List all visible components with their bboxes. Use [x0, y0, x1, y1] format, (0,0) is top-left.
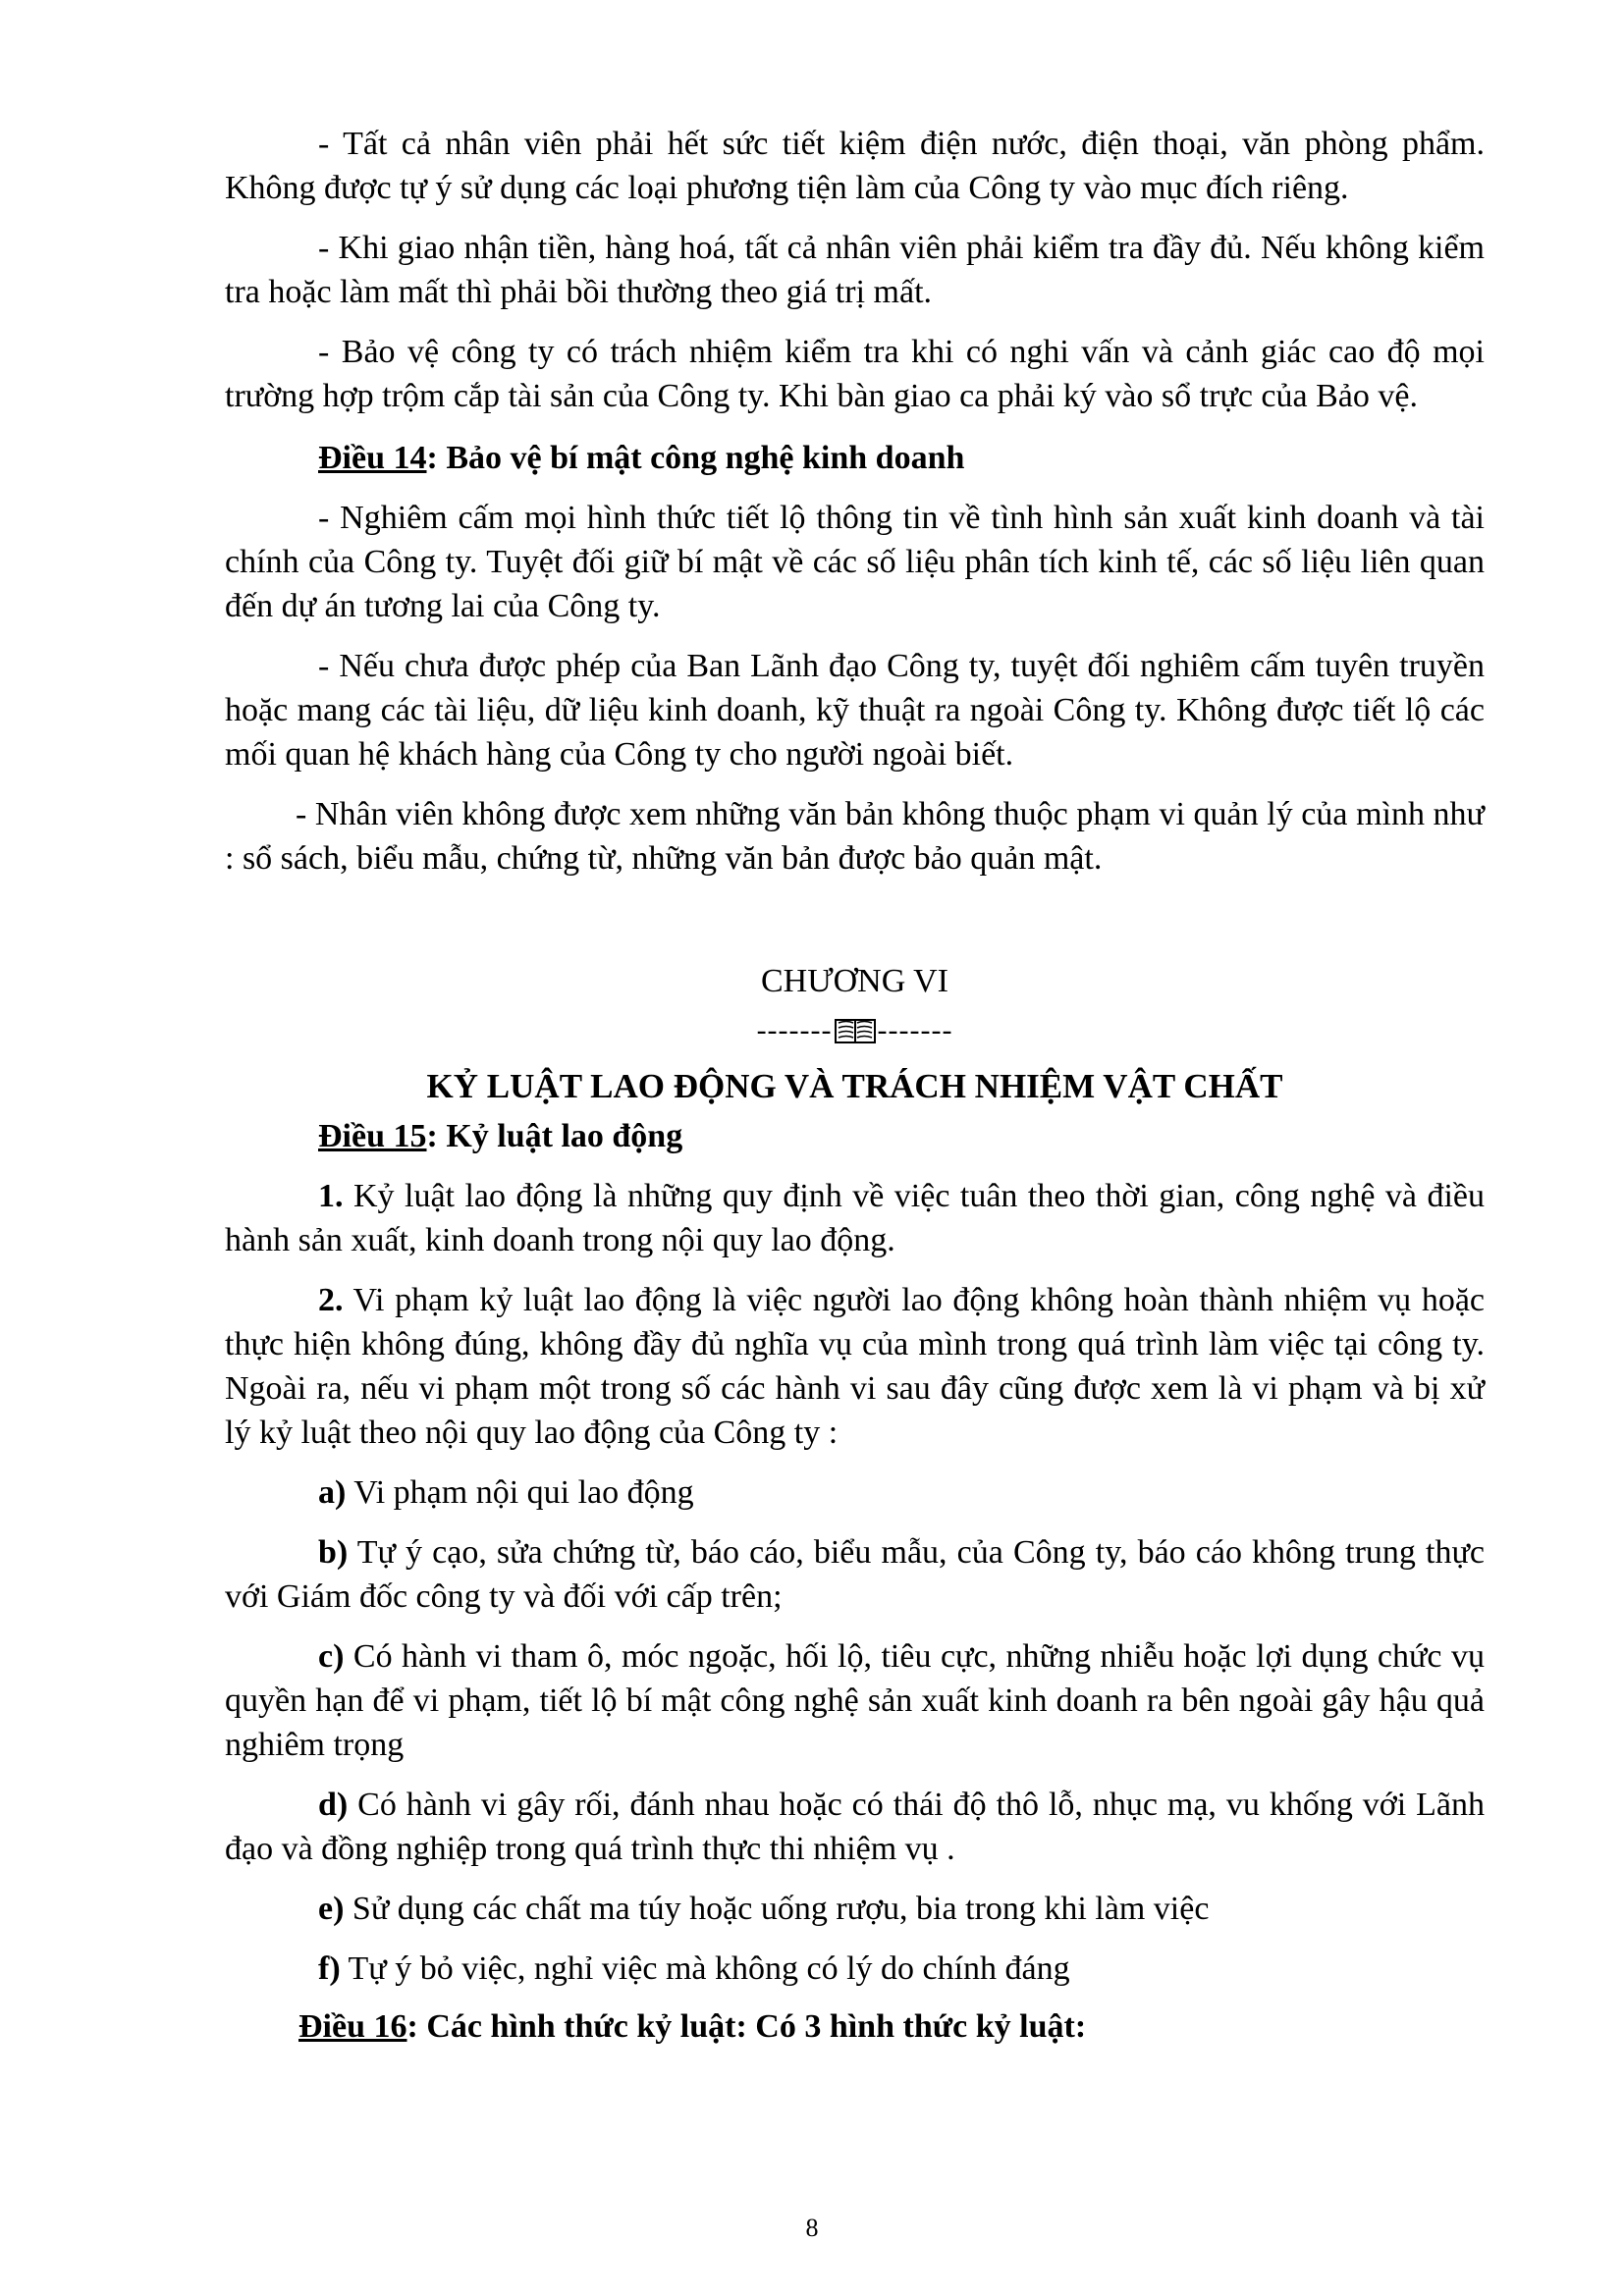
point-text: Vi phạm kỷ luật lao động là việc người lao động không hoàn thành nhiệm vụ hoặc thực hiện không đúng, không đầy đủ nghĩa vụ của mình trong quá trình làm việc tại công ty. Ngoài ra, nếu vi phạm một trong số các hành vi sau đây cũng được xem là vi phạm và bị xử lý kỷ luật theo nội quy lao động của Công ty :: [225, 1282, 1485, 1451]
item-letter: c): [318, 1638, 345, 1675]
chapter-divider: [225, 1011, 1485, 1050]
item-letter: a): [318, 1474, 347, 1511]
numbered-point: [225, 1278, 1485, 1455]
document-page: [225, 122, 1485, 2049]
list-item: [225, 1947, 1485, 1991]
paragraph: - Nghiêm cấm mọi hình thức tiết lộ thông tin về tình hình sản xuất kinh doanh và tài chính của Công ty. Tuyệt đối giữ bí mật về các số liệu phân tích kinh tế, các số liệu liên quan đến dự án tương lai của Công ty.: [225, 500, 1485, 624]
paragraph: - Tất cả nhân viên phải hết sức tiết kiệm điện nước, điện thoại, văn phòng phẩm. Không được tự ý sử dụng các loại phương tiện làm của Công ty vào mục đích riêng.: [225, 126, 1485, 206]
book-icon: [835, 1017, 876, 1044]
paragraph: - Nếu chưa được phép của Ban Lãnh đạo Công ty, tuyệt đối nghiêm cấm tuyên truyền hoặc mang các tài liệu, dữ liệu kinh doanh, kỹ thuật ra ngoài Công ty. Không được tiết lộ các mối quan hệ khách hàng của Công ty cho người ngoài biết.: [225, 648, 1485, 773]
article-14-label: Điều 14: [318, 440, 427, 476]
item-text: Vi phạm nội qui lao động: [346, 1474, 694, 1511]
divider-left: -------: [756, 1014, 833, 1046]
article-14-title: [225, 436, 1485, 480]
item-letter: f): [318, 1950, 341, 1987]
list-item: [225, 1887, 1485, 1931]
article-15-heading: : Kỷ luật lao động: [426, 1118, 683, 1154]
item-text: Có hành vi gây rối, đánh nhau hoặc có thái độ thô lỗ, nhục mạ, vu khống với Lãnh đạo và đồng nghiệp trong quá trình thực thi nhiệm vụ .: [225, 1787, 1485, 1867]
numbered-point: [225, 1174, 1485, 1262]
item-letter: d): [318, 1787, 349, 1823]
list-item: [225, 1530, 1485, 1619]
article-15-label: Điều 15: [318, 1118, 427, 1154]
paragraph: - Bảo vệ công ty có trách nhiệm kiểm tra khi có nghi vấn và cảnh giác cao độ mọi trường hợp trộm cắp tài sản của Công ty. Khi bàn giao ca phải ký vào sổ trực của Bảo vệ.: [225, 334, 1485, 414]
list-item: [225, 1783, 1485, 1871]
article-16-title: [225, 2004, 1485, 2049]
divider-right: -------: [877, 1014, 953, 1046]
list-item: [225, 1470, 1485, 1515]
point-number: 2.: [318, 1282, 344, 1318]
chapter-heading: KỶ LUẬT LAO ĐỘNG VÀ TRÁCH NHIỆM VẬT CHẤT: [426, 1067, 1283, 1105]
article-16-heading: : Các hình thức kỷ luật: Có 3 hình thức kỷ luật:: [406, 2008, 1087, 2045]
article-14-heading: : Bảo vệ bí mật công nghệ kinh doanh: [426, 440, 965, 476]
article-15-title: [225, 1114, 1485, 1158]
item-letter: e): [318, 1891, 345, 1927]
item-letter: b): [318, 1534, 349, 1571]
list-item: [225, 1634, 1485, 1767]
paragraph: - Nhân viên không được xem những văn bản không thuộc phạm vi quản lý của mình như : sổ sách, biểu mẫu, chứng từ, những văn bản được bảo quản mật.: [225, 796, 1485, 877]
paragraph: - Khi giao nhận tiền, hàng hoá, tất cả nhân viên phải kiểm tra đầy đủ. Nếu không kiểm tra hoặc làm mất thì phải bồi thường theo giá trị mất.: [225, 230, 1485, 310]
item-text: Có hành vi tham ô, móc ngoặc, hối lộ, tiêu cực, những nhiễu hoặc lợi dụng chức vụ quyền hạn để vi phạm, tiết lộ bí mật công nghệ sản xuất kinh doanh ra bên ngoài gây hậu quả nghiêm trọng: [225, 1638, 1485, 1763]
point-text: Kỷ luật lao động là những quy định về việc tuân theo thời gian, công nghệ và điều hành sản xuất, kinh doanh trong nội quy lao động.: [225, 1178, 1485, 1258]
item-text: Tự ý bỏ việc, nghỉ việc mà không có lý do chính đáng: [340, 1950, 1070, 1987]
item-text: Tự ý cạo, sửa chứng từ, báo cáo, biểu mẫu, của Công ty, báo cáo không trung thực với Giám đốc công ty và đối với cấp trên;: [225, 1534, 1485, 1615]
page-number: 8: [805, 2214, 819, 2242]
chapter-title: CHƯƠNG VI: [760, 963, 949, 999]
article-16-label: Điều 16: [298, 2008, 407, 2045]
item-text: Sử dụng các chất ma túy hoặc uống rượu, bia trong khi làm việc: [344, 1891, 1210, 1927]
point-number: 1.: [318, 1178, 344, 1214]
